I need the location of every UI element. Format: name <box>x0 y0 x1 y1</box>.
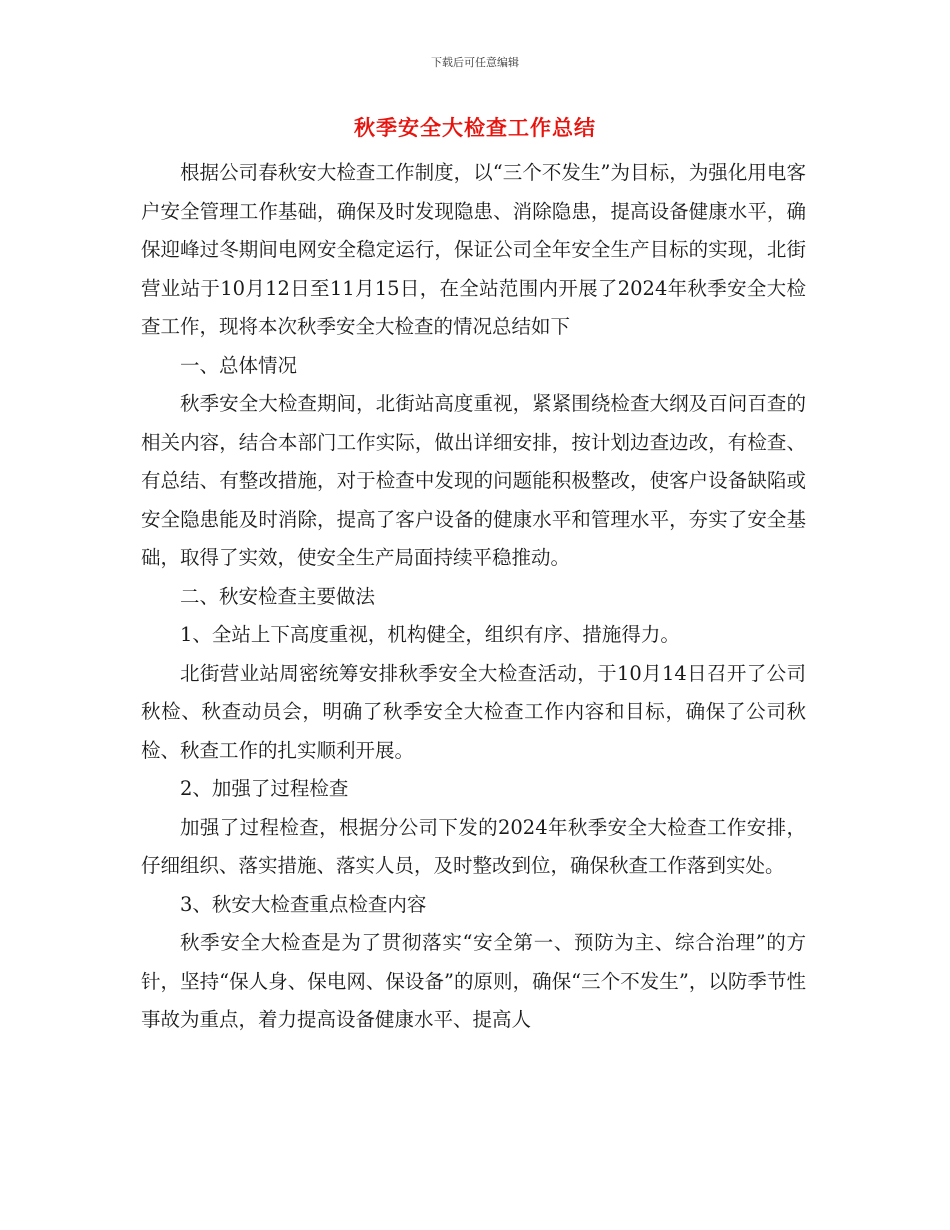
subheading-key-content: 3、秋安大检查重点检查内容 <box>180 892 427 916</box>
document-body <box>141 154 806 1040</box>
section-heading-methods: 二、秋安检查主要做法 <box>180 584 376 608</box>
section-heading-overview: 一、总体情况 <box>180 353 298 377</box>
paragraph-intro: 根据公司春秋安大检查工作制度，以“三个不发生”为目标，为强化用电客户安全管理工作基础，确保及时发现隐患、消除隐患，提高设备健康水平，确保迎峰过冬期间电网安全稳定运行，保证公司全年安全生产目标的实现，北街营业站于10月12日至11月15日，在全站范围内开展了2024年秋季安全大检查工作，现将本次秋季安全大检查的情况总结如下 <box>141 161 806 338</box>
page-header-note: 下载后可任意编辑 <box>431 56 519 69</box>
paragraph-process-check: 加强了过程检查，根据分公司下发的2024年秋季安全大检查工作安排，仔细组织、落实措施、落实人员，及时整改到位，确保秋查工作落到实处。 <box>141 815 806 877</box>
paragraph-attention: 北街营业站周密统筹安排秋季安全大检查活动，于10月14日召开了公司秋检、秋查动员会，明确了秋季安全大检查工作内容和目标，确保了公司秋检、秋查工作的扎实顺利开展。 <box>141 661 806 762</box>
paragraph-key-content: 秋季安全大检查是为了贯彻落实“安全第一、预防为主、综合治理”的方针，坚持“保人身、保电网、保设备”的原则，确保“三个不发生”，以防季节性事故为重点，着力提高设备健康水平、提高人 <box>141 931 806 1031</box>
paragraph-overview: 秋季安全大检查期间，北街站高度重视，紧紧围绕检查大纲及百问百查的相关内容，结合本部门工作实际，做出详细安排，按计划边查边改，有检查、有总结、有整改措施，对于检查中发现的问题能积极整改，使客户设备缺陷或安全隐患能及时消除，提高了客户设备的健康水平和管理水平，夯实了安全基础，取得了实效，使安全生产局面持续平稳推动。 <box>141 392 806 569</box>
subheading-attention: 1、全站上下高度重视，机构健全，组织有序、措施得力。 <box>180 623 680 646</box>
subheading-process-check: 2、加强了过程检查 <box>180 777 349 800</box>
document-title: 秋季安全大检查工作总结 <box>354 115 596 140</box>
